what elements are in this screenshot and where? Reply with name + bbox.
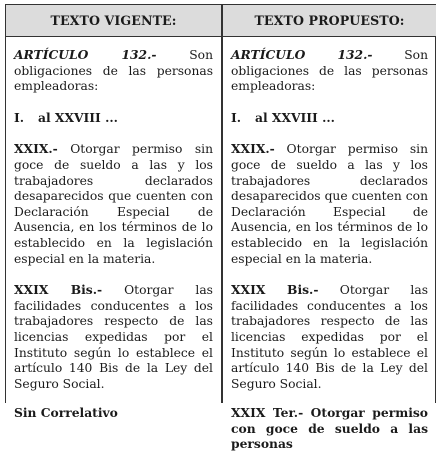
fraction-range-text: al XXVIII ... xyxy=(38,109,118,125)
fraction-xxix-bis xyxy=(14,282,213,392)
fraction-xxix-text: Otorgar permiso sin goce de sueldo a las y los trabajadores declarados desaparecidos que cuenten con Declaración Especial de Ausencia, en los términos de lo establecido en la legislación especial en la materia. xyxy=(14,142,213,266)
article-paragraph xyxy=(231,47,428,95)
article-text: Son obligaciones de las personas empleadoras: xyxy=(14,48,213,94)
fraction-xxix xyxy=(14,141,213,267)
comparison-table xyxy=(5,4,436,452)
fraction-range xyxy=(231,110,428,127)
article-label: ARTÍCULO 132.- xyxy=(14,47,157,62)
fraction-xxix-bis xyxy=(231,282,428,392)
fraction-xxix-bis-text: Otorgar las facilidades conducentes a los trabajadores respecto de las licencias expedidas por el Instituto según lo establece el artículo 140 Bis de la Ley del Seguro Social. xyxy=(231,283,429,391)
fraction-xxix-label: XXIX.- xyxy=(231,141,275,157)
current-text-column xyxy=(6,5,222,421)
fraction-range xyxy=(14,110,213,127)
proposed-text-column xyxy=(222,5,436,452)
article-label: ARTÍCULO 132.- xyxy=(231,47,373,62)
fraction-xxix-bis-text: Otorgar las facilidades conducentes a los trabajadores respecto de las licencias expedidas por el Instituto según lo establece el artículo 140 Bis de la Ley del Seguro Social. xyxy=(14,283,213,391)
header-proposed-text: TEXTO PROPUESTO: xyxy=(223,5,436,37)
article-paragraph xyxy=(14,47,213,95)
fraction-xxix-bis-label: XXIX Bis.- xyxy=(14,282,103,298)
fraction-number: I. xyxy=(231,109,242,125)
fraction-range-text: al XXVIII ... xyxy=(255,109,335,125)
fraction-xxix-bis-label: XXIX Bis.- xyxy=(231,282,319,298)
sin-correlativo: Sin Correlativo xyxy=(14,405,118,421)
fraction-xxix xyxy=(231,141,428,267)
proposed-text-cell xyxy=(223,37,436,452)
current-text-cell xyxy=(6,37,221,421)
fraction-xxix-ter: XXIX Ter.- Otorgar permiso con goce de sueldo a las personas xyxy=(231,405,428,452)
header-current-text: TEXTO VIGENTE: xyxy=(6,5,221,37)
fraction-xxix-label: XXIX.- xyxy=(14,141,58,157)
fraction-number: I. xyxy=(14,109,25,125)
article-text: Son obligaciones de las personas empleadoras: xyxy=(231,48,428,94)
fraction-xxix-text: Otorgar permiso sin goce de sueldo a las y los trabajadores declarados desaparecidos que cuenten con Declaración Especial de Ausencia, en los términos de lo establecido en la legislación especial en la materia. xyxy=(231,142,428,266)
